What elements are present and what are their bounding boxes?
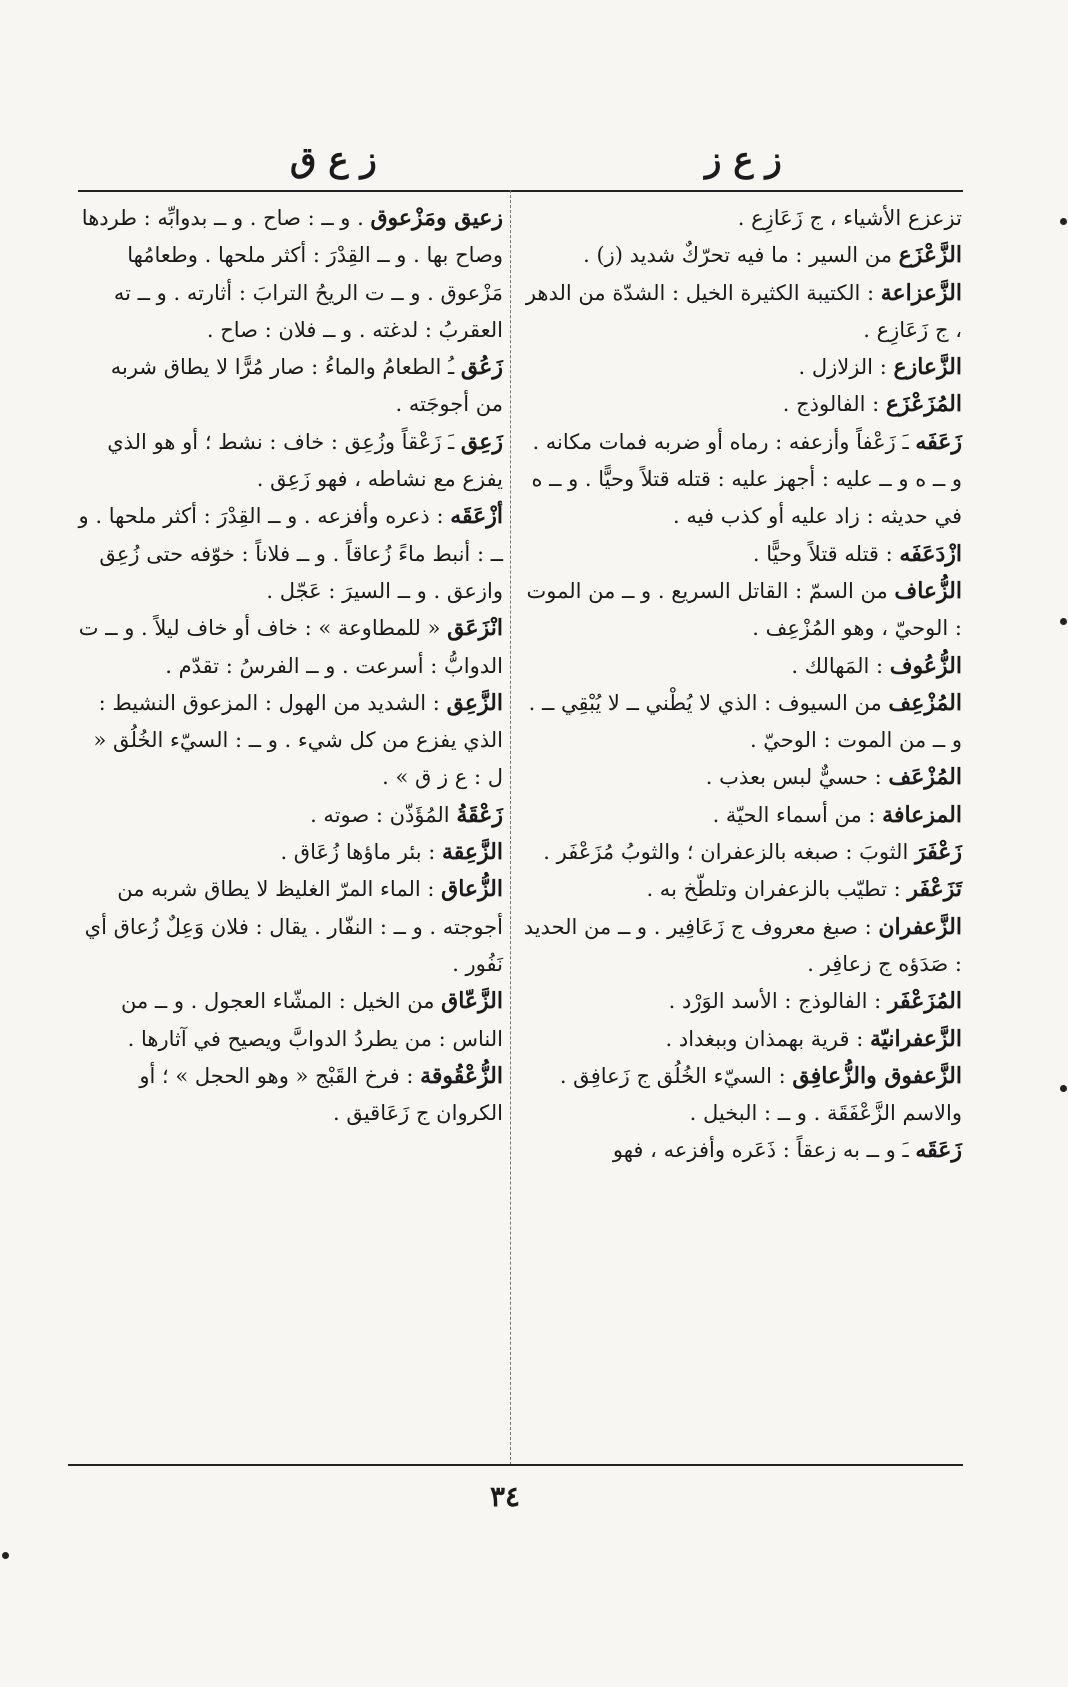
- dict-entry: تَزَعْفَر : تطيّب بالزعفران وتلطّخ به .: [646, 876, 962, 903]
- root-header-left: ز ع ق: [290, 140, 377, 180]
- column-divider: [510, 190, 511, 1465]
- dict-entry: زَعْقَةُ المُؤَذّن : صوته .: [310, 801, 503, 828]
- dict-entry: المزعافة : من أسماء الحيّة .: [712, 801, 962, 828]
- dict-entry: الزَّعِقة : بئر ماؤها زُعَاق .: [280, 839, 503, 866]
- dict-entry: تزعزع الأشياء ، ج زَعَازِع .: [737, 206, 962, 230]
- dict-entry: الزُّعُوف : المَهالك .: [791, 652, 962, 679]
- dict-entry: المُزْعِف من السيوف : الذي لا يُطْني ــ لا يُبْقِي ــ . و ــ من الموت : الوحيّ .: [528, 689, 962, 753]
- dict-entry: الزُّعاق : الماء المرّ الغليظ لا يطاق شربه من أجوجته . و ــ : النفّار . يقال : فلان وَعِلٌ زُعاق أي نَفُور .: [84, 876, 503, 976]
- dict-entry: المُزَعْفَر : الفالوذج : الأسد الوَرْد .: [668, 988, 962, 1015]
- dict-entry: زعيق ومَزْعوق . و ــ : صاح . و ــ بدوابِّه : طردها وصاح بها . و ــ القِدْرَ : أكثر ملحها . وطعامُها مَزْعوق . و ــ ت الريحُ الترابَ : أثارته . و ــ ته العقربُ : لدغته . و ــ فلان : صاح .: [81, 205, 503, 342]
- dict-entry: زَعْفَرَ الثوبَ : صبغه بالزعفران ؛ والثوبُ مُزَعْفَر .: [543, 839, 962, 866]
- left-column: [78, 200, 503, 1132]
- margin-mark: [1060, 618, 1067, 625]
- dict-entry: الزَّعفوق والزُّعافِق : السيّء الخُلُق ج زَعافِق . والاسم الزَّعْفَقَة . و ــ : البخيل .: [559, 1062, 962, 1126]
- dict-entry: زَعَقَه ـَ و ــ به زعقاً : ذَعَره وأفزعه ، فهو: [612, 1137, 962, 1164]
- dict-entry: انْزَعَق « للمطاوعة » : خاف أو خاف ليلاً . و ــ ت الدوابُّ : أسرعت . و ــ الفرسُ : تقدّم .: [78, 615, 503, 678]
- dict-entry: الزَّعّاق من الخيل : المشّاء العجول . و ــ من الناس : من يطردُ الدوابَّ ويصيح في آثارها .: [120, 988, 503, 1051]
- dict-entry: الزُّعْقُوقة : فرخ القَبْج « وهو الحجل » ؛ أو الكروان ج زَعَاقيق .: [139, 1062, 503, 1126]
- dict-entry: الزَّعِق : الشديد من الهول : المزعوق النشيط : الذي يفزع من كل شيء . و ــ : السيّء الخُلُق « ل : ع ز ق » .: [93, 689, 503, 790]
- dict-entry: الزَّعفران : صبغ معروف ج زَعَافِير . و ــ من الحديد : صَدَؤه ج زعافِر .: [523, 913, 962, 976]
- dict-entry: ازْدَعَفَه : قتله قتلاً وحيًّا .: [752, 540, 962, 567]
- top-rule: [78, 190, 963, 192]
- dict-entry: الزَّعْزَع من السير : ما فيه تحرّكٌ شديد (ز) .: [583, 242, 962, 269]
- dict-entry: زَعَفَه ـَ زَعْفاً وأزعفه : رماه أو ضربه فمات مكانه . و ــ ه و ــ عليه : أجهز عليه : قتله قتلاً وحيًّا . و ــ ه في حديثه : زاد عليه أو كذب فيه .: [531, 428, 962, 529]
- margin-mark: [1060, 218, 1067, 225]
- dict-entry: الزَّعازع : الزلازل .: [798, 354, 962, 381]
- dict-entry: الزَّعفرانيّة : قرية بهمذان وببغداد .: [665, 1025, 962, 1052]
- dict-entry: المُزَعْزَع : الفالوذج .: [782, 391, 962, 418]
- margin-mark: [2, 1552, 9, 1559]
- bottom-rule: [68, 1464, 963, 1466]
- dict-entry: المُزْعَف : حسيٌّ لبس بعذب .: [705, 764, 962, 791]
- dict-entry: أزْعَقَه : ذعره وأفزعه . و ــ القِدْرَ : أكثر ملحها . و ــ : أنبط ماءً زُعاقاً . و ــ فلاناً : خوّفه حتى زُعِق وازعق . و ــ السيرَ : عَجّل .: [78, 503, 503, 603]
- dict-entry: الزَّعزاعة : الكتيبة الكثيرة الخيل : الشدّة من الدهر ، ج زَعَازِع .: [525, 279, 962, 342]
- dict-entry: زَعُق ـُ الطعامُ والماءُ : صار مُرًّا لا يطاق شربه من أجوجَته .: [110, 354, 503, 417]
- right-column: [522, 200, 962, 1170]
- margin-mark: [1060, 1085, 1067, 1092]
- page-number: ٣٤: [490, 1480, 521, 1513]
- root-header-right: ز ع ز: [705, 140, 782, 180]
- dict-entry: الزُّعاف من السمّ : القاتل السريع . و ــ من الموت : الوحيّ ، وهو المُزْعِف .: [526, 577, 962, 641]
- dict-entry: زَعِق ـَ زَعْقاً وزُعِق : خاف : نشط ؛ أو هو الذي يفزع مع نشاطه ، فهو زَعِق .: [107, 428, 503, 492]
